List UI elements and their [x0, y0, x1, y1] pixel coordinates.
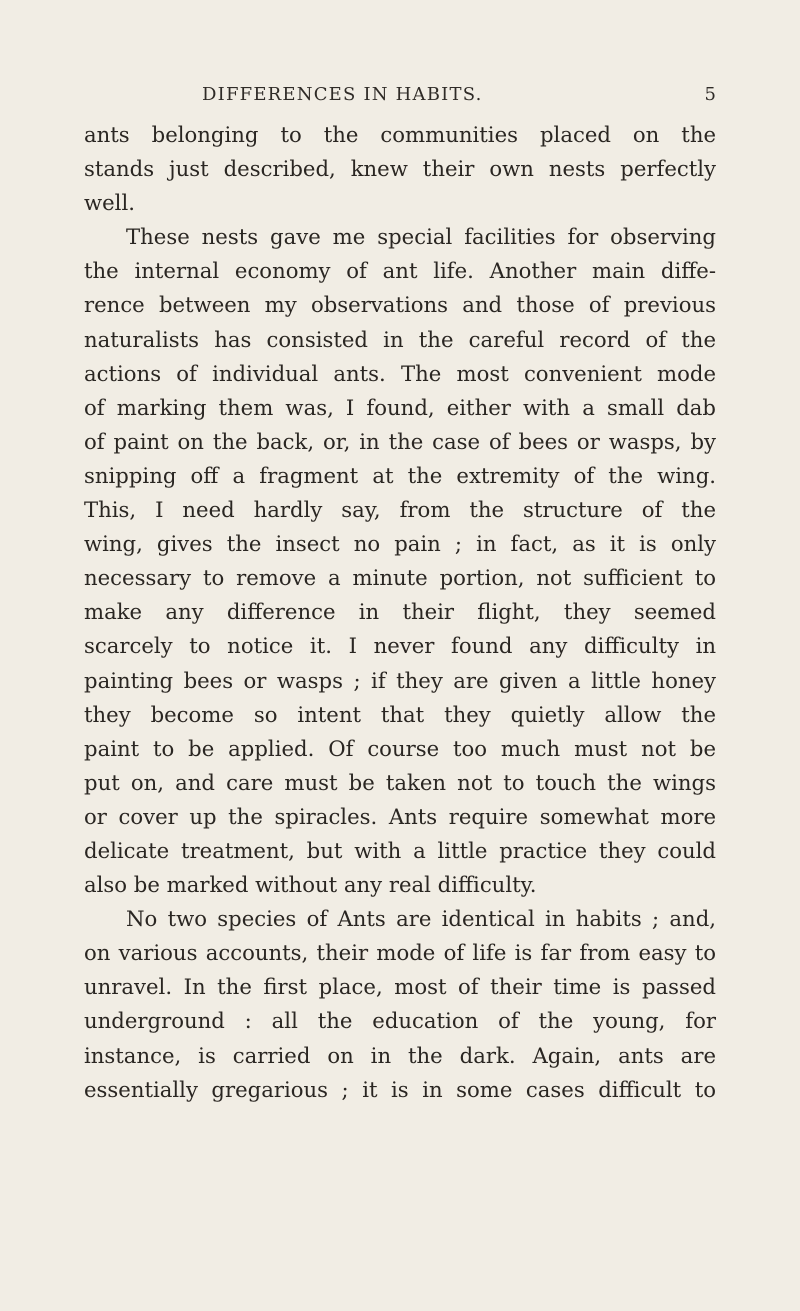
text-line: naturalists has consisted in the careful record of the [84, 326, 716, 352]
running-header-title: DIFFERENCES IN HABITS. [202, 84, 483, 105]
text-line: painting bees or wasps ; if they are given a little honey [84, 667, 716, 693]
body-text [84, 118, 716, 1107]
text-line: put on, and care must be taken not to touch the wings [84, 769, 716, 795]
text-line: wing, gives the insect no pain ; in fact, as it is only [84, 531, 716, 557]
text-line: rence between my observations and those of previous [84, 292, 716, 318]
text-line: on various accounts, their mode of life is far from easy to [84, 940, 716, 966]
text-line: well. [84, 190, 135, 216]
text-line: This, I need hardly say, from the structure of the [84, 497, 716, 523]
text-line: stands just described, knew their own nests perfectly [84, 156, 716, 182]
text-line: underground : all the education of the young, for [84, 1008, 716, 1034]
text-line: ants belonging to the communities placed on the [84, 122, 716, 147]
text-line: make any difference in their flight, they seemed [84, 599, 716, 625]
text-line: of marking them was, I found, either with a small dab [84, 394, 716, 420]
text-line: paint to be applied. Of course too much must not be [84, 735, 716, 761]
text-line: essentially gregarious ; it is in some cases difficult to [84, 1076, 716, 1102]
running-header [84, 84, 716, 110]
text-line: they become so intent that they quietly allow the [84, 701, 716, 727]
text-line: instance, is carried on in the dark. Again, ants are [84, 1042, 716, 1068]
text-line: scarcely to notice it. I never found any difficulty in [84, 633, 716, 659]
text-line: These nests gave me special facilities for observing [126, 224, 716, 250]
text-line: unravel. In the first place, most of their time is passed [84, 974, 716, 1000]
text-line: delicate treatment, but with a little practice they could [84, 837, 716, 863]
text-line: actions of individual ants. The most convenient mode [84, 360, 716, 386]
text-line: or cover up the spiracles. Ants require somewhat more [84, 803, 716, 829]
text-line: also be marked without any real difficulty. [84, 872, 537, 898]
text-line: No two species of Ants are identical in habits ; and, [126, 906, 716, 932]
text-line: necessary to remove a minute portion, not sufficient to [84, 565, 716, 591]
text-line: of paint on the back, or, in the case of bees or wasps, by [84, 428, 716, 454]
text-line: the internal economy of ant life. Another main diffe- [84, 258, 716, 284]
text-line: snipping off a fragment at the extremity of the wing. [84, 462, 716, 488]
page-number: 5 [704, 84, 716, 105]
